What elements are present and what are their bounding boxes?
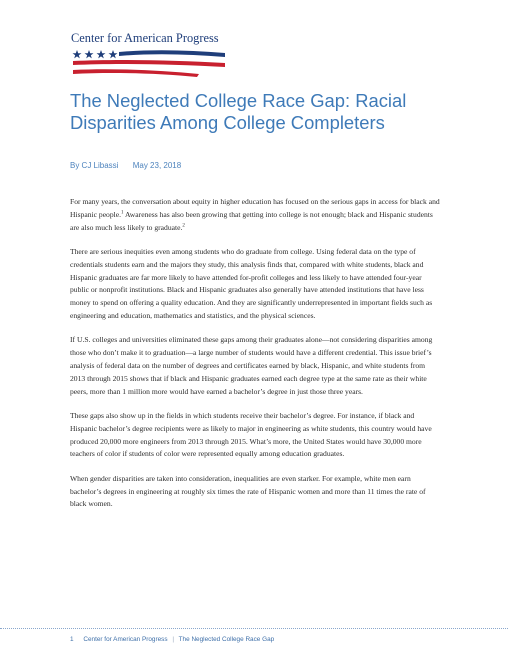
page-number: 1 (70, 636, 74, 643)
paragraph-text: These gaps also show up in the fields in which students receive their bachelor’s degree. For instance, if black and Hispanic bachelor’s degree recipients were as likely to major in engineering as white students, this country would have produced 20,000 more engineers from 2013 through 2015. What’s more, the United States would have 30,000 more teachers of color if students of color were represented equally among education graduates. (70, 410, 432, 459)
paragraph-text: There are serious inequities even among students who do graduate from college. Using federal data on the type of credentials students earn and the majors they study, this analysis finds that, compared with white students, black and Hispanic graduates are far more likely to have attended for-profit colleges and less likely to have attended four-year public or nonprofit institutions. Black and Hispanic graduates also generally have attended institutions that have less money to spend on offering a quality education. And they are significantly underrepresented in important fields such as engineering and education, mathematics and statistics, and the physical sciences. (70, 246, 433, 320)
flag-stripes-icon (71, 46, 227, 80)
body-paragraph (70, 473, 442, 511)
paragraph-text: Awareness has also been growing that getting into college is not enough; black and Hispanic students are also much less likely to graduate. (70, 209, 433, 232)
footer-org: Center for American Progress (83, 636, 168, 643)
page-footer (70, 636, 274, 643)
paragraph-text: If U.S. colleges and universities eliminated these gaps among their graduates alone—not considering disparities among those who don’t make it to graduation—a large number of students would have a different credential. This issue brief’s analysis of federal data on the number of degrees and certificates earned by black, Hispanic, and white students from 2013 through 2015 shows that if black and Hispanic graduates earned each degree type at the same rate as their white peers, more than 1 million more would have earned a bachelor’s degree in just those three years. (70, 335, 433, 396)
body-paragraph (70, 196, 442, 234)
body-paragraph (70, 334, 442, 398)
author: By CJ Libassi (70, 161, 119, 170)
article-body (70, 196, 442, 523)
footnote-marker[interactable]: 2 (182, 223, 185, 229)
paragraph-text: When gender disparities are taken into consideration, inequalities are even starker. For example, white men earn bachelor’s degrees in engineering at roughly six times the rate of Hispanic women and more than 11 times the rate of black women. (70, 473, 426, 509)
byline (70, 161, 181, 170)
logo-text: Center for American Progress (71, 31, 219, 45)
body-paragraph (70, 246, 442, 323)
footer-divider (0, 628, 508, 629)
paragraph-text: For many years, the conversation about equity in higher education has focused on the serious gaps in access for black and Hispanic people. (70, 197, 440, 219)
publish-date: May 23, 2018 (132, 161, 182, 170)
footer-doc-title: The Neglected College Race Gap (178, 636, 275, 643)
footer-separator: | (172, 636, 174, 643)
body-paragraph (70, 410, 442, 461)
page-title: The Neglected College Race Gap: Racial Disparities Among College Completers (70, 90, 407, 133)
footnote-marker[interactable]: 1 (121, 210, 124, 216)
cap-logo (71, 31, 231, 80)
